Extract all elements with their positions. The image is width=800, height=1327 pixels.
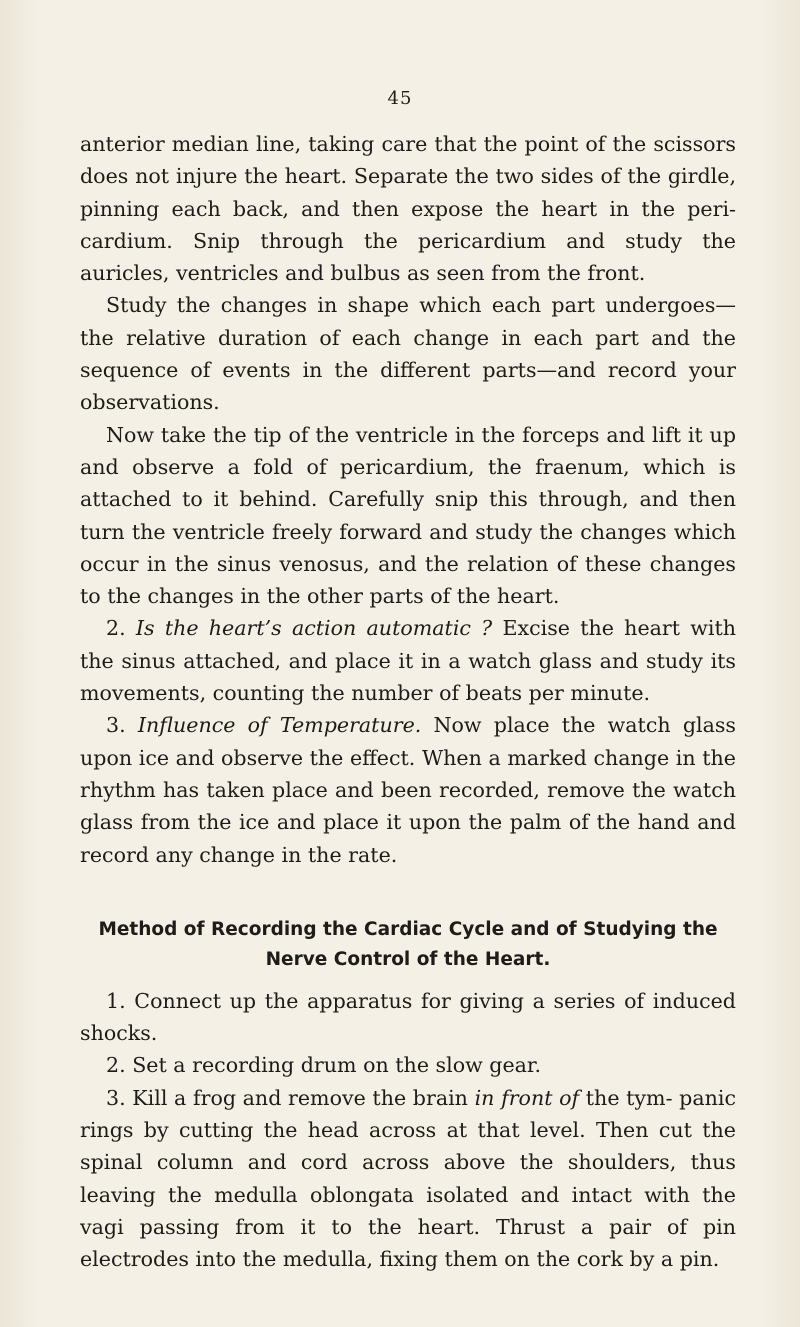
section-heading-line-2: Nerve Control of the Heart. [265,948,551,970]
paragraph-fraenum: Now take the tip of the ventricle in the forceps and lift it up and observe a fold of pericardium, the fraenum, which is attached to it behind. Carefully snip this through, and then turn the ventricle freely forward and study the changes which occur in the sinus venosus, and the relation of these changes to the changes in the other parts of the heart. [80,422,736,609]
item-3-title: Influence of Temperature. [137,713,422,738]
section-heading [80,915,736,975]
section-heading-line-1: Method of Recording the Cardiac Cycle and of Studying the [98,918,718,940]
step-3-end: the tym- panic rings by cutting the head across at that level. Then cut the spinal column and cord across above the shoulders, thus leaving the medulla oblongata isolated and intact with the vagi passing from it to the heart. Thrust a pair of pin electrodes into the medulla, fixing them on the cork by a pin. [80,1085,737,1272]
step-3-italic: in front of [474,1085,580,1110]
step-3 [80,1082,736,1276]
item-2-title: Is the heart’s action automatic ? [135,616,493,641]
item-3-text: Now place the watch glass upon ice and observe the effect. When a marked change in the rhythm has taken place and been recorded, remove the watch glass from the ice and place it upon the palm of the hand and record any change in the rate. [80,713,737,867]
item-3-number: 3. [106,713,126,738]
step-1: 1. Connect up the apparatus for giving a series of induced shocks. [80,988,736,1046]
page-number: 45 [387,88,413,109]
item-2-number: 2. [106,616,126,641]
item-2-text: Excise the heart with the sinus attached, and place it in a watch glass and study its movements, counting the number of beats per minute. [80,616,737,706]
paragraph-item-2 [80,612,736,709]
paragraph-dissection: anterior median line, taking care that the point of the scissors does not injure the heart. Separate the two sides of the girdle, pinning each back, and then expose the heart in the peri- cardium. Snip through the pericardium and study the auricles, ventricles and bulbus as seen from the front. [80,132,736,286]
body-text [80,128,736,1276]
step-3-start: 3. Kill a frog and remove the brain [106,1085,468,1110]
paragraph-item-3 [80,709,736,870]
step-2: 2. Set a recording drum on the slow gear. [106,1053,542,1078]
paragraph-shape-changes: Study the changes in shape which each part undergoes— the relative duration of each change in each part and the sequence of events in the different parts—and record your observations. [80,293,736,415]
